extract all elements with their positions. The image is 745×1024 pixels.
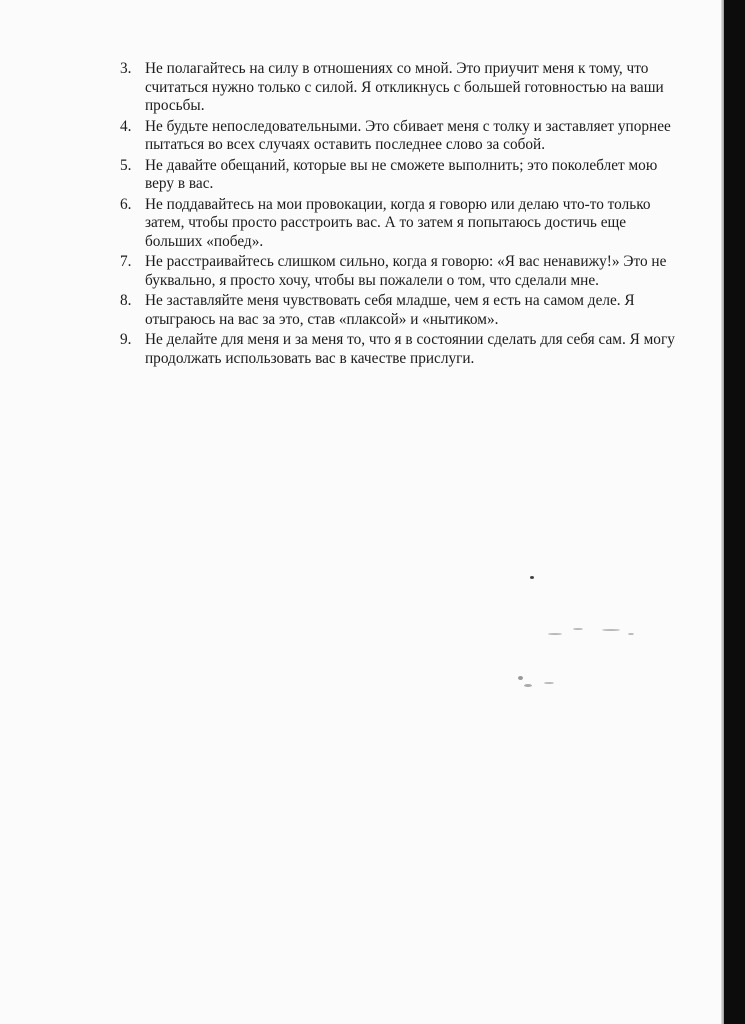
- item-number: 4.: [120, 117, 132, 135]
- list-item: [120, 253, 680, 290]
- item-text: Не полагайтесь на силу в отношениях со мной. Это приучит меня к тому, что считаться нужно только с силой. Я откликнусь с большей готовностью на ваши просьбы.: [145, 60, 664, 114]
- item-number: 7.: [120, 253, 132, 270]
- item-number: 3.: [120, 60, 132, 77]
- scan-speck: [544, 682, 554, 684]
- item-number: 6.: [120, 195, 132, 213]
- scan-speck: [602, 629, 620, 631]
- scan-speck: [573, 628, 583, 630]
- item-text: Не поддавайтесь на мои провокации, когда я говорю или делаю что-то только затем, чтобы просто расстроить вас. А то затем я попытаюсь достичь еще больших «побед».: [145, 195, 651, 250]
- item-text: Не заставляйте меня чувствовать себя младше, чем я есть на самом деле. Я отыграюсь на вас за это, став «плаксой» и «нытиком».: [145, 292, 635, 328]
- scan-edge: [724, 0, 745, 1024]
- list-item: [120, 331, 680, 368]
- item-text: Не расстраивайтесь слишком сильно, когда я говорю: «Я вас ненавижу!» Это не буквально, я просто хочу, чтобы вы пожалели о том, что сделали мне.: [145, 253, 667, 289]
- item-number: 8.: [120, 292, 132, 309]
- list-item: [120, 196, 680, 252]
- scan-speck: [548, 633, 562, 635]
- item-number: 9.: [120, 331, 132, 348]
- scan-speck: [530, 576, 534, 579]
- rules-list: [120, 60, 680, 370]
- item-number: 5.: [120, 156, 132, 174]
- item-text: Не будьте непоследовательными. Это сбивает меня с толку и заставляет упорнее пытаться во всех случаях оставить последнее слово за собой.: [145, 117, 671, 153]
- list-item: [120, 60, 680, 116]
- scan-speck: [518, 676, 523, 680]
- list-item: [120, 292, 680, 329]
- list-item: [120, 118, 680, 155]
- item-text: Не давайте обещаний, которые вы не сможете выполнить; это поколеблет мою веру в вас.: [145, 156, 658, 192]
- scan-speck: [628, 633, 634, 635]
- item-text: Не делайте для меня и за меня то, что я в состоянии сделать для себя сам. Я могу продолжать использовать вас в качестве прислуги.: [145, 331, 675, 367]
- scan-speck: [524, 684, 532, 687]
- list-item: [120, 157, 680, 194]
